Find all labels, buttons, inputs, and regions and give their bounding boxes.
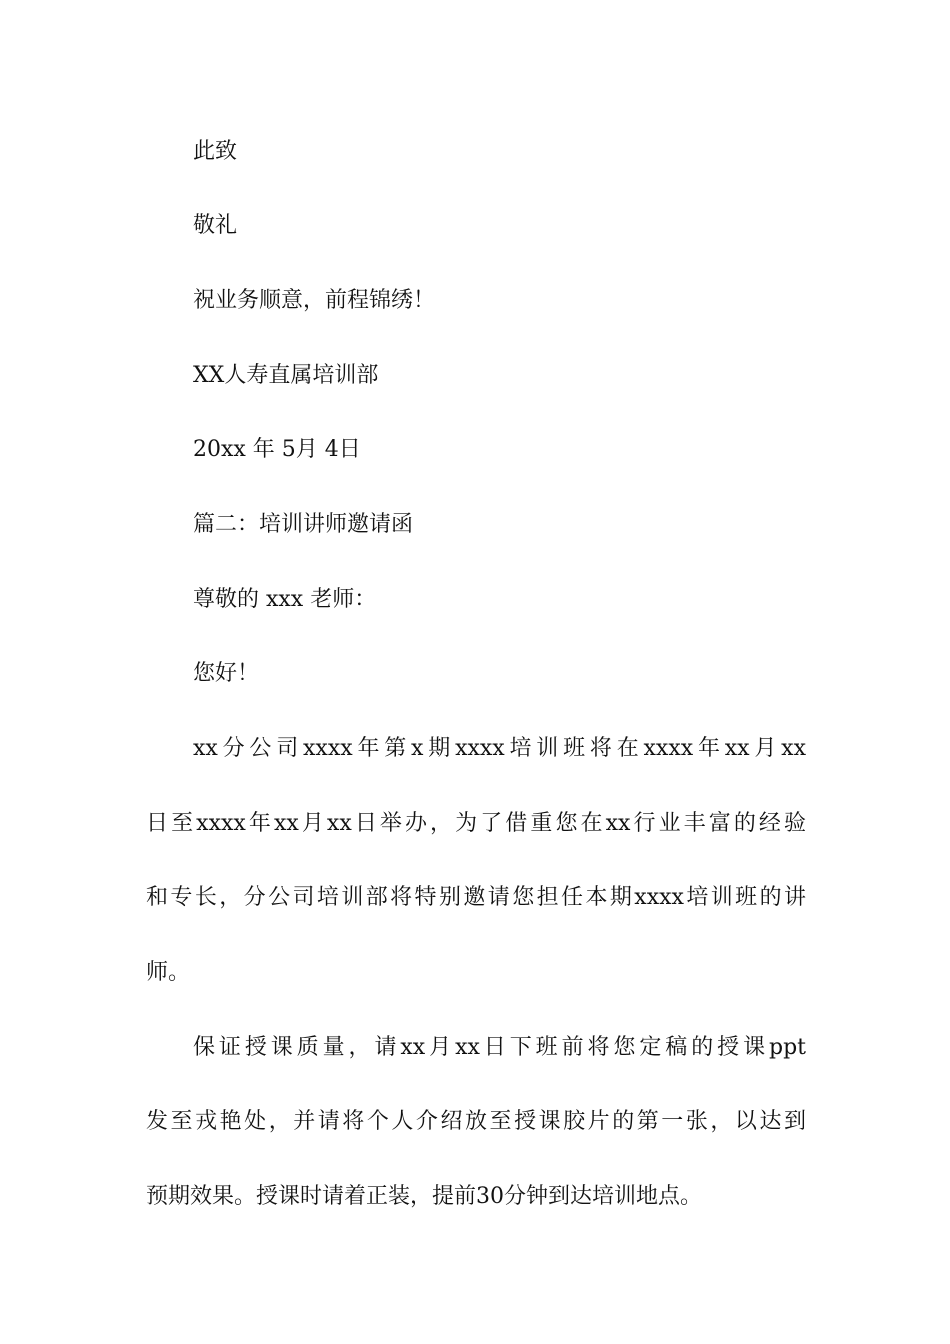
closing-date: 20xx 年 5月 4日 [193, 437, 361, 462]
closing-ci-zhi: 此致 [193, 139, 238, 164]
closing-wish: 祝业务顺意，前程锦绣！ [193, 288, 436, 313]
para1-line4: 师。 [146, 960, 191, 985]
section-heading: 篇二：培训讲师邀请函 [193, 512, 414, 537]
para2-line1: 保证授课质量，请xx月xx日下班前将您定稿的授课ppt [193, 1035, 806, 1060]
closing-jing-li: 敬礼 [193, 213, 238, 238]
para1-line1: xx分公司xxxx年第x期xxxx培训班将在xxxx年xx月xx [193, 736, 806, 761]
para1-line3: 和专长，分公司培训部将特别邀请您担任本期xxxx培训班的讲 [146, 885, 806, 910]
greeting: 您好！ [193, 661, 260, 686]
para2-line3: 预期效果。授课时请着正装，提前30分钟到达培训地点。 [146, 1184, 702, 1209]
para2-line2: 发至戎艳处，并请将个人介绍放至授课胶片的第一张，以达到 [146, 1109, 806, 1134]
closing-org: XX人寿直属培训部 [193, 363, 379, 388]
para1-line2: 日至xxxx年xx月xx日举办，为了借重您在xx行业丰富的经验 [146, 811, 806, 836]
salutation: 尊敬的 xxx 老师： [193, 587, 377, 612]
